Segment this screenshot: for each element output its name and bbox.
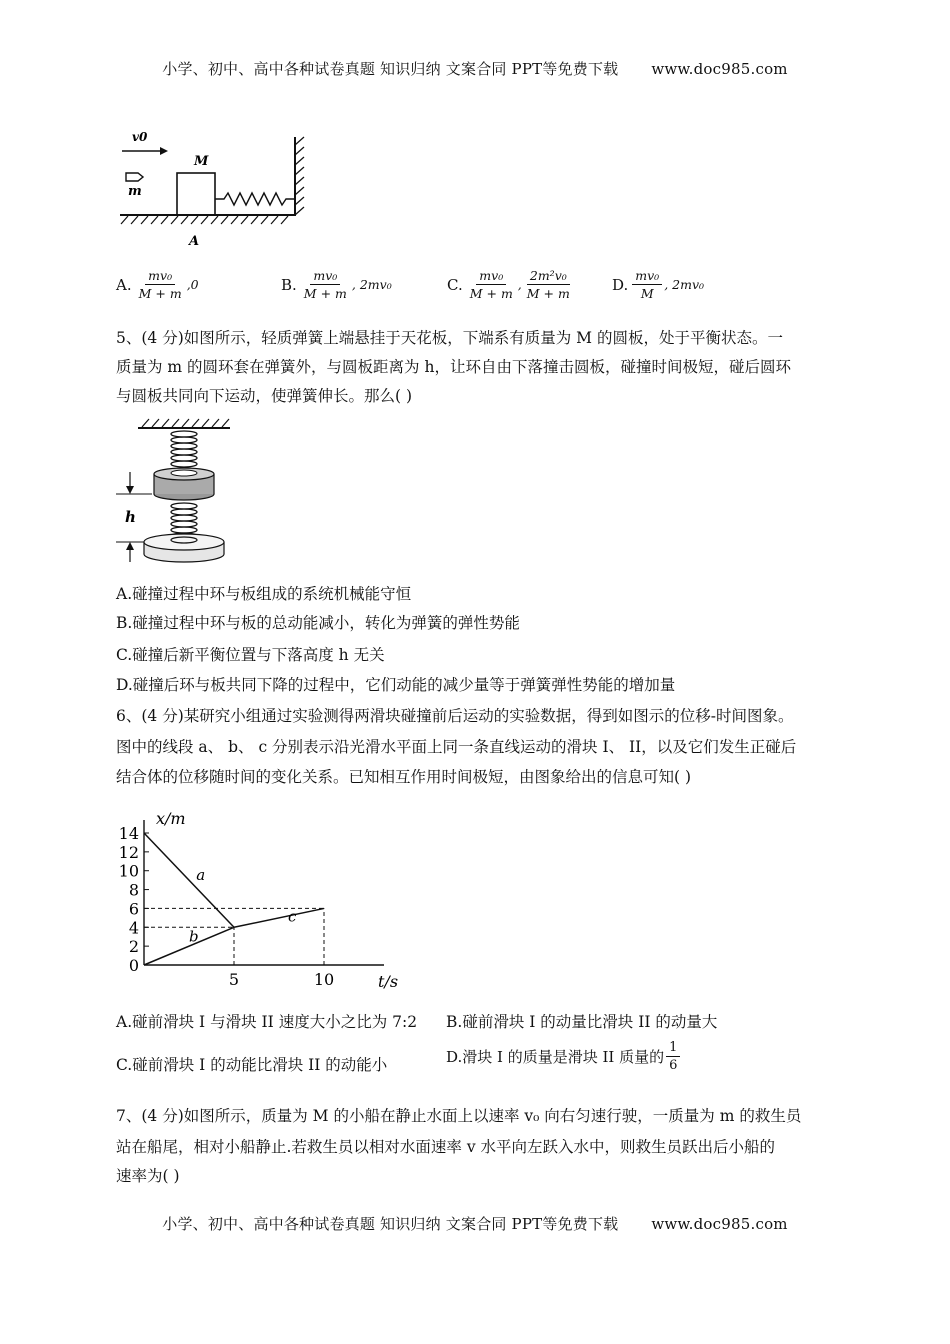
q5-stem-line2: 质量为 m 的圆环套在弹簧外，与圆板距离为 h，让环自由下落撞击圆板，碰撞时间极短，碰后圆环 (116, 358, 791, 376)
q4-b-num: mv₀ (310, 268, 340, 285)
y-tick-label-2: 2 (128, 937, 139, 957)
q6-option-d-fraction (666, 1040, 680, 1073)
series-label-a: a (196, 866, 206, 885)
q6-stem-line2: 图中的线段 a、 b、 c 分别表示沿光滑水平面上同一条直线运动的滑块 I、 II，以及它们发生正碰后 (116, 738, 797, 756)
x-tick-label-10: 10 (313, 970, 335, 989)
position-time-chart (110, 800, 410, 996)
M-label: M (194, 154, 209, 169)
q5-stem-line3: 与圆板共同向下运动，使弹簧伸长。那么( ) (116, 387, 413, 405)
q4-d-num: mv₀ (632, 268, 662, 285)
A-label: A (189, 234, 200, 249)
q4-d-tail: , 2mv₀ (664, 277, 705, 292)
q5-option-a[interactable]: A.碰撞过程中环与板组成的系统机械能守恒 (116, 585, 412, 603)
wall-hatch (295, 137, 304, 215)
q4-a-den: M + m (138, 286, 182, 301)
q7-stem-line2: 站在船尾，相对小船静止.若救生员以相对水面速率 v 水平向左跃入水中，则救生员跃出后小船的 (116, 1138, 776, 1156)
q5-option-c[interactable]: C.碰撞后新平衡位置与下落高度 h 无关 (116, 646, 385, 664)
velocity-arrowhead (160, 147, 168, 155)
y-axis-label: x/m (156, 809, 186, 828)
q4-b-den: M + m (303, 286, 347, 301)
q7-stem-line1: 7、(4 分)如图所示，质量为 M 的小船在静止水面上以速率 v₀ 向右匀速行驶，一质量为 m 的救生员 (116, 1107, 802, 1125)
figure-block-spring (110, 125, 320, 250)
x-axis-label: t/s (378, 972, 399, 991)
q6-option-c[interactable]: C.碰前滑块 I 的动能比滑块 II 的动能小 (116, 1056, 388, 1074)
q5-option-b[interactable]: B.碰撞过程中环与板的总动能减小，转化为弹簧的弹性势能 (116, 614, 520, 632)
q4-a-num: mv₀ (145, 268, 175, 285)
q4-option-a-fraction (136, 268, 185, 301)
q4-option-d-label: D. (612, 275, 629, 294)
x-tick-label-5: 5 (228, 970, 240, 989)
bullet-m (126, 173, 143, 181)
page-header (0, 58, 950, 79)
header-url[interactable]: www.doc985.com (651, 60, 788, 78)
series-line-c (234, 908, 324, 927)
q6-stem-line1: 6、(4 分)某研究小组通过实验测得两滑块碰撞前后运动的实验数据，得到如图示的位移-时间图象。 (116, 707, 794, 725)
y-tick-label-10: 10 (118, 861, 139, 881)
q6-stem-line3: 结合体的位移随时间的变化关系。已知相互作用时间极短，由图象给出的信息可知( ) (116, 768, 692, 786)
q4-option-b-fraction (301, 268, 350, 301)
q4-a-tail: ,0 (186, 277, 199, 292)
q4-c-den2: M + m (526, 286, 570, 301)
q4-option-b[interactable] (281, 268, 392, 301)
y-tick-label-12: 12 (118, 842, 139, 862)
q4-option-b-label: B. (281, 275, 297, 294)
block-M (177, 173, 215, 215)
q6-option-d-text: D.滑块 I 的质量是滑块 II 质量的 (446, 1048, 665, 1066)
page-footer (0, 1213, 950, 1234)
q4-option-c[interactable] (447, 268, 575, 301)
q4-option-d-fraction (632, 268, 662, 301)
q4-d-den: M (640, 286, 654, 301)
series-label-c: c (288, 907, 297, 926)
footer-text: 小学、初中、高中各种试卷真题 知识归纳 文案合同 PPT等免费下载 (162, 1215, 619, 1233)
footer-url[interactable]: www.doc985.com (651, 1215, 788, 1233)
q6-d-den: 6 (669, 1058, 678, 1073)
q6-option-b[interactable]: B.碰前滑块 I 的动量比滑块 II 的动量大 (446, 1013, 718, 1031)
figure-ring-plate (112, 416, 262, 568)
q6-d-num: 1 (666, 1040, 680, 1057)
series-label-b: b (189, 927, 199, 946)
q6-option-a[interactable]: A.碰前滑块 I 与滑块 II 速度大小之比为 7:2 (116, 1013, 418, 1031)
header-text: 小学、初中、高中各种试卷真题 知识归纳 文案合同 PPT等免费下载 (162, 60, 619, 78)
series-line-a (144, 833, 234, 927)
q4-option-d[interactable] (612, 268, 704, 301)
q4-b-tail: , 2mv₀ (351, 277, 392, 292)
q7-stem-line3: 速率为( ) (116, 1167, 180, 1185)
q5-stem-line1: 5、(4 分)如图所示，轻质弹簧上端悬挂于天花板，下端系有质量为 M 的圆板，处于平衡状态。一 (116, 329, 783, 347)
q6-option-d[interactable] (446, 1040, 682, 1073)
y-tick-label-8: 8 (128, 880, 139, 900)
q4-option-c-fraction2 (524, 268, 573, 301)
q4-option-a[interactable] (116, 268, 199, 301)
q4-option-c-label: C. (447, 275, 463, 294)
ceiling-hatch (142, 419, 229, 427)
h-label: h (125, 508, 136, 526)
spring-upper (171, 431, 197, 467)
v0-label: v0 (132, 130, 148, 144)
q4-c-num2: 2m²v₀ (527, 268, 570, 285)
spring (215, 193, 294, 205)
y-tick-label-6: 6 (128, 899, 139, 919)
y-tick-label-0: 0 (128, 956, 139, 975)
y-tick-label-14: 14 (118, 824, 139, 843)
floor-hatch (121, 216, 288, 224)
q4-c-den: M + m (469, 286, 513, 301)
m-label: m (128, 184, 142, 199)
q4-option-a-label: A. (116, 275, 132, 294)
y-tick-label-4: 4 (128, 918, 139, 938)
q4-option-c-fraction (467, 268, 516, 301)
q5-option-d[interactable]: D.碰撞后环与板共同下降的过程中，它们动能的减少量等于弹簧弹性势能的增加量 (116, 676, 676, 694)
q4-c-num: mv₀ (476, 268, 506, 285)
q4-c-sep: , (517, 277, 522, 292)
